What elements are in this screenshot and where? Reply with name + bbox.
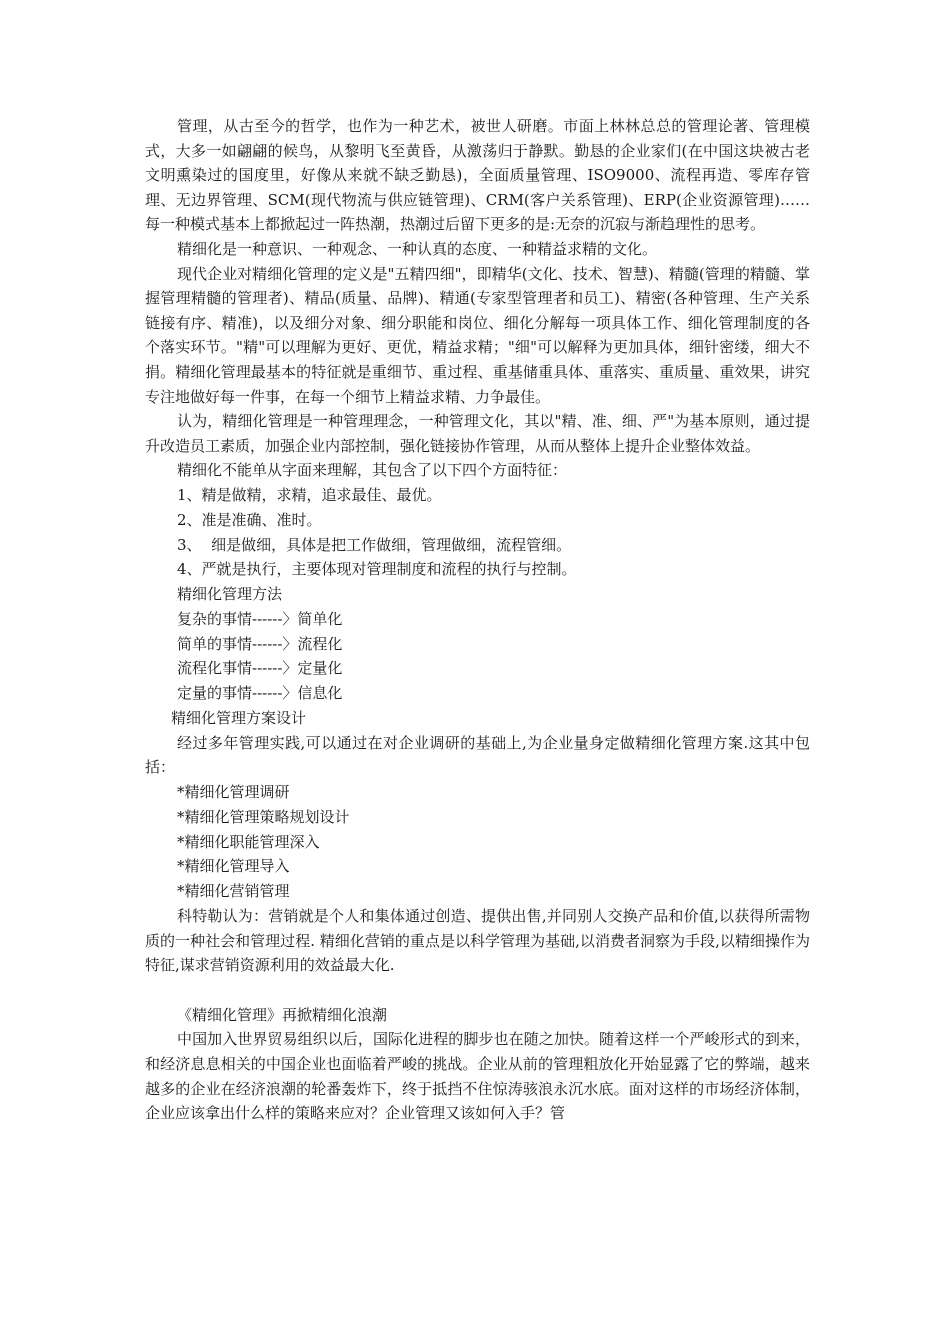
list-item: *精细化职能管理深入 bbox=[177, 832, 320, 851]
five-fine-four-detail-paragraph: 现代企业对精细化管理的定义是"五精四细"，即精华(文化、技术、智慧)、精髓(管理的精髓、掌握管理精髓的管理者)、精品(质量、品牌)、精通(专家型管理者和员工)、精密(各种管理、生产关系链接有序、精准)，以及细分对象、细分职能和岗位、细化分解每一项具体工作、细化管理制度的各个落实环节。"精"可以理解为更好、更优，精益求精；"细"可以解释为更加具体，细针密缕，细大不捐。精细化管理最基本的特征就是重细节、重过程、重基储重具体、重落实、重质量、重效果，讲究专注地做好每一件事，在每一个细节上精益求精、力争最佳。 bbox=[145, 264, 810, 406]
methods-heading: 精细化管理方法 bbox=[177, 585, 283, 604]
list-item: 简单的事情------〉流程化 bbox=[177, 634, 343, 653]
list-item: 2、准是准确、准时。 bbox=[177, 510, 322, 529]
list-item: 流程化事情------〉定量化 bbox=[177, 659, 343, 678]
wave-heading: 《精细化管理》再掀精细化浪潮 bbox=[177, 1005, 388, 1024]
methods-list bbox=[145, 607, 810, 706]
principle-paragraph: 认为，精细化管理是一种管理理念，一种管理文化，其以"精、准、细、严"为基本原则，通过提升改造员工素质，加强企业内部控制，强化链接协作管理，从而从整体上提升企业整体效益。 bbox=[145, 412, 810, 455]
marketing-paragraph: 科特勒认为：营销就是个人和集体通过创造、提供出售,并同别人交换产品和价值,以获得所需物质的一种社会和管理过程. 精细化营销的重点是以科学管理为基础,以消费者洞察为手段,以精细操作为特征,谋求营销资源利用的效益最大化. bbox=[145, 907, 810, 975]
list-item: 4、严就是执行，主要体现对管理制度和流程的执行与控制。 bbox=[177, 560, 577, 579]
intro-paragraph: 管理，从古至今的哲学，也作为一种艺术，被世人研磨。市面上林林总总的管理论著、管理模式，大多一如翩翩的候鸟，从黎明飞至黄昏，从激荡归于静默。勤恳的企业家们(在中国这块被古老文明熏染过的国度里，好像从来就不缺乏勤恳)，全面质量管理、ISO9000、流程再造、零库存管理、无边界管理、SCM(现代物流与供应链管理)、CRM(客户关系管理)、ERP(企业资源管理)……每一种模式基本上都掀起过一阵热潮，热潮过后留下更多的是:无奈的沉寂与渐趋理性的思考。 bbox=[145, 117, 810, 234]
design-list bbox=[145, 780, 810, 904]
list-item: *精细化管理策略规划设计 bbox=[177, 807, 350, 826]
list-item: 复杂的事情------〉简单化 bbox=[177, 609, 343, 628]
blank-line bbox=[145, 978, 810, 1003]
definition-paragraph: 精细化是一种意识、一种观念、一种认真的态度、一种精益求精的文化。 bbox=[177, 239, 658, 258]
list-item: 1、精是做精，求精，追求最佳、最优。 bbox=[177, 485, 442, 504]
list-item: *精细化管理导入 bbox=[177, 857, 290, 876]
list-item: 3、 细是做细，具体是把工作做细，管理做细，流程管细。 bbox=[177, 535, 572, 554]
features-list bbox=[145, 483, 810, 582]
design-intro-paragraph: 经过多年管理实践,可以通过在对企业调研的基础上,为企业量身定做精细化管理方案.这其中包括： bbox=[145, 733, 810, 777]
list-item: *精细化营销管理 bbox=[177, 882, 290, 901]
wave-paragraph: 中国加入世界贸易组织以后，国际化进程的脚步也在随之加快。随着这样一个严峻形式的到来，和经济息息相关的中国企业也面临着严峻的挑战。企业从前的管理粗放化开始显露了它的弊端，越来越多的企业在经济浪潮的轮番轰炸下，终于抵挡不住惊涛骇浪永沉水底。面对这样的市场经济体制，企业应该拿出什么样的策略来应对？企业管理又该如何入手？管 bbox=[145, 1030, 810, 1123]
list-item: *精细化管理调研 bbox=[177, 783, 290, 802]
features-intro-paragraph: 精细化不能单从字面来理解，其包含了以下四个方面特征： bbox=[177, 461, 568, 480]
list-item: 定量的事情------〉信息化 bbox=[177, 684, 343, 703]
document-page bbox=[145, 114, 810, 1126]
design-heading: 精细化管理方案设计 bbox=[171, 709, 307, 728]
